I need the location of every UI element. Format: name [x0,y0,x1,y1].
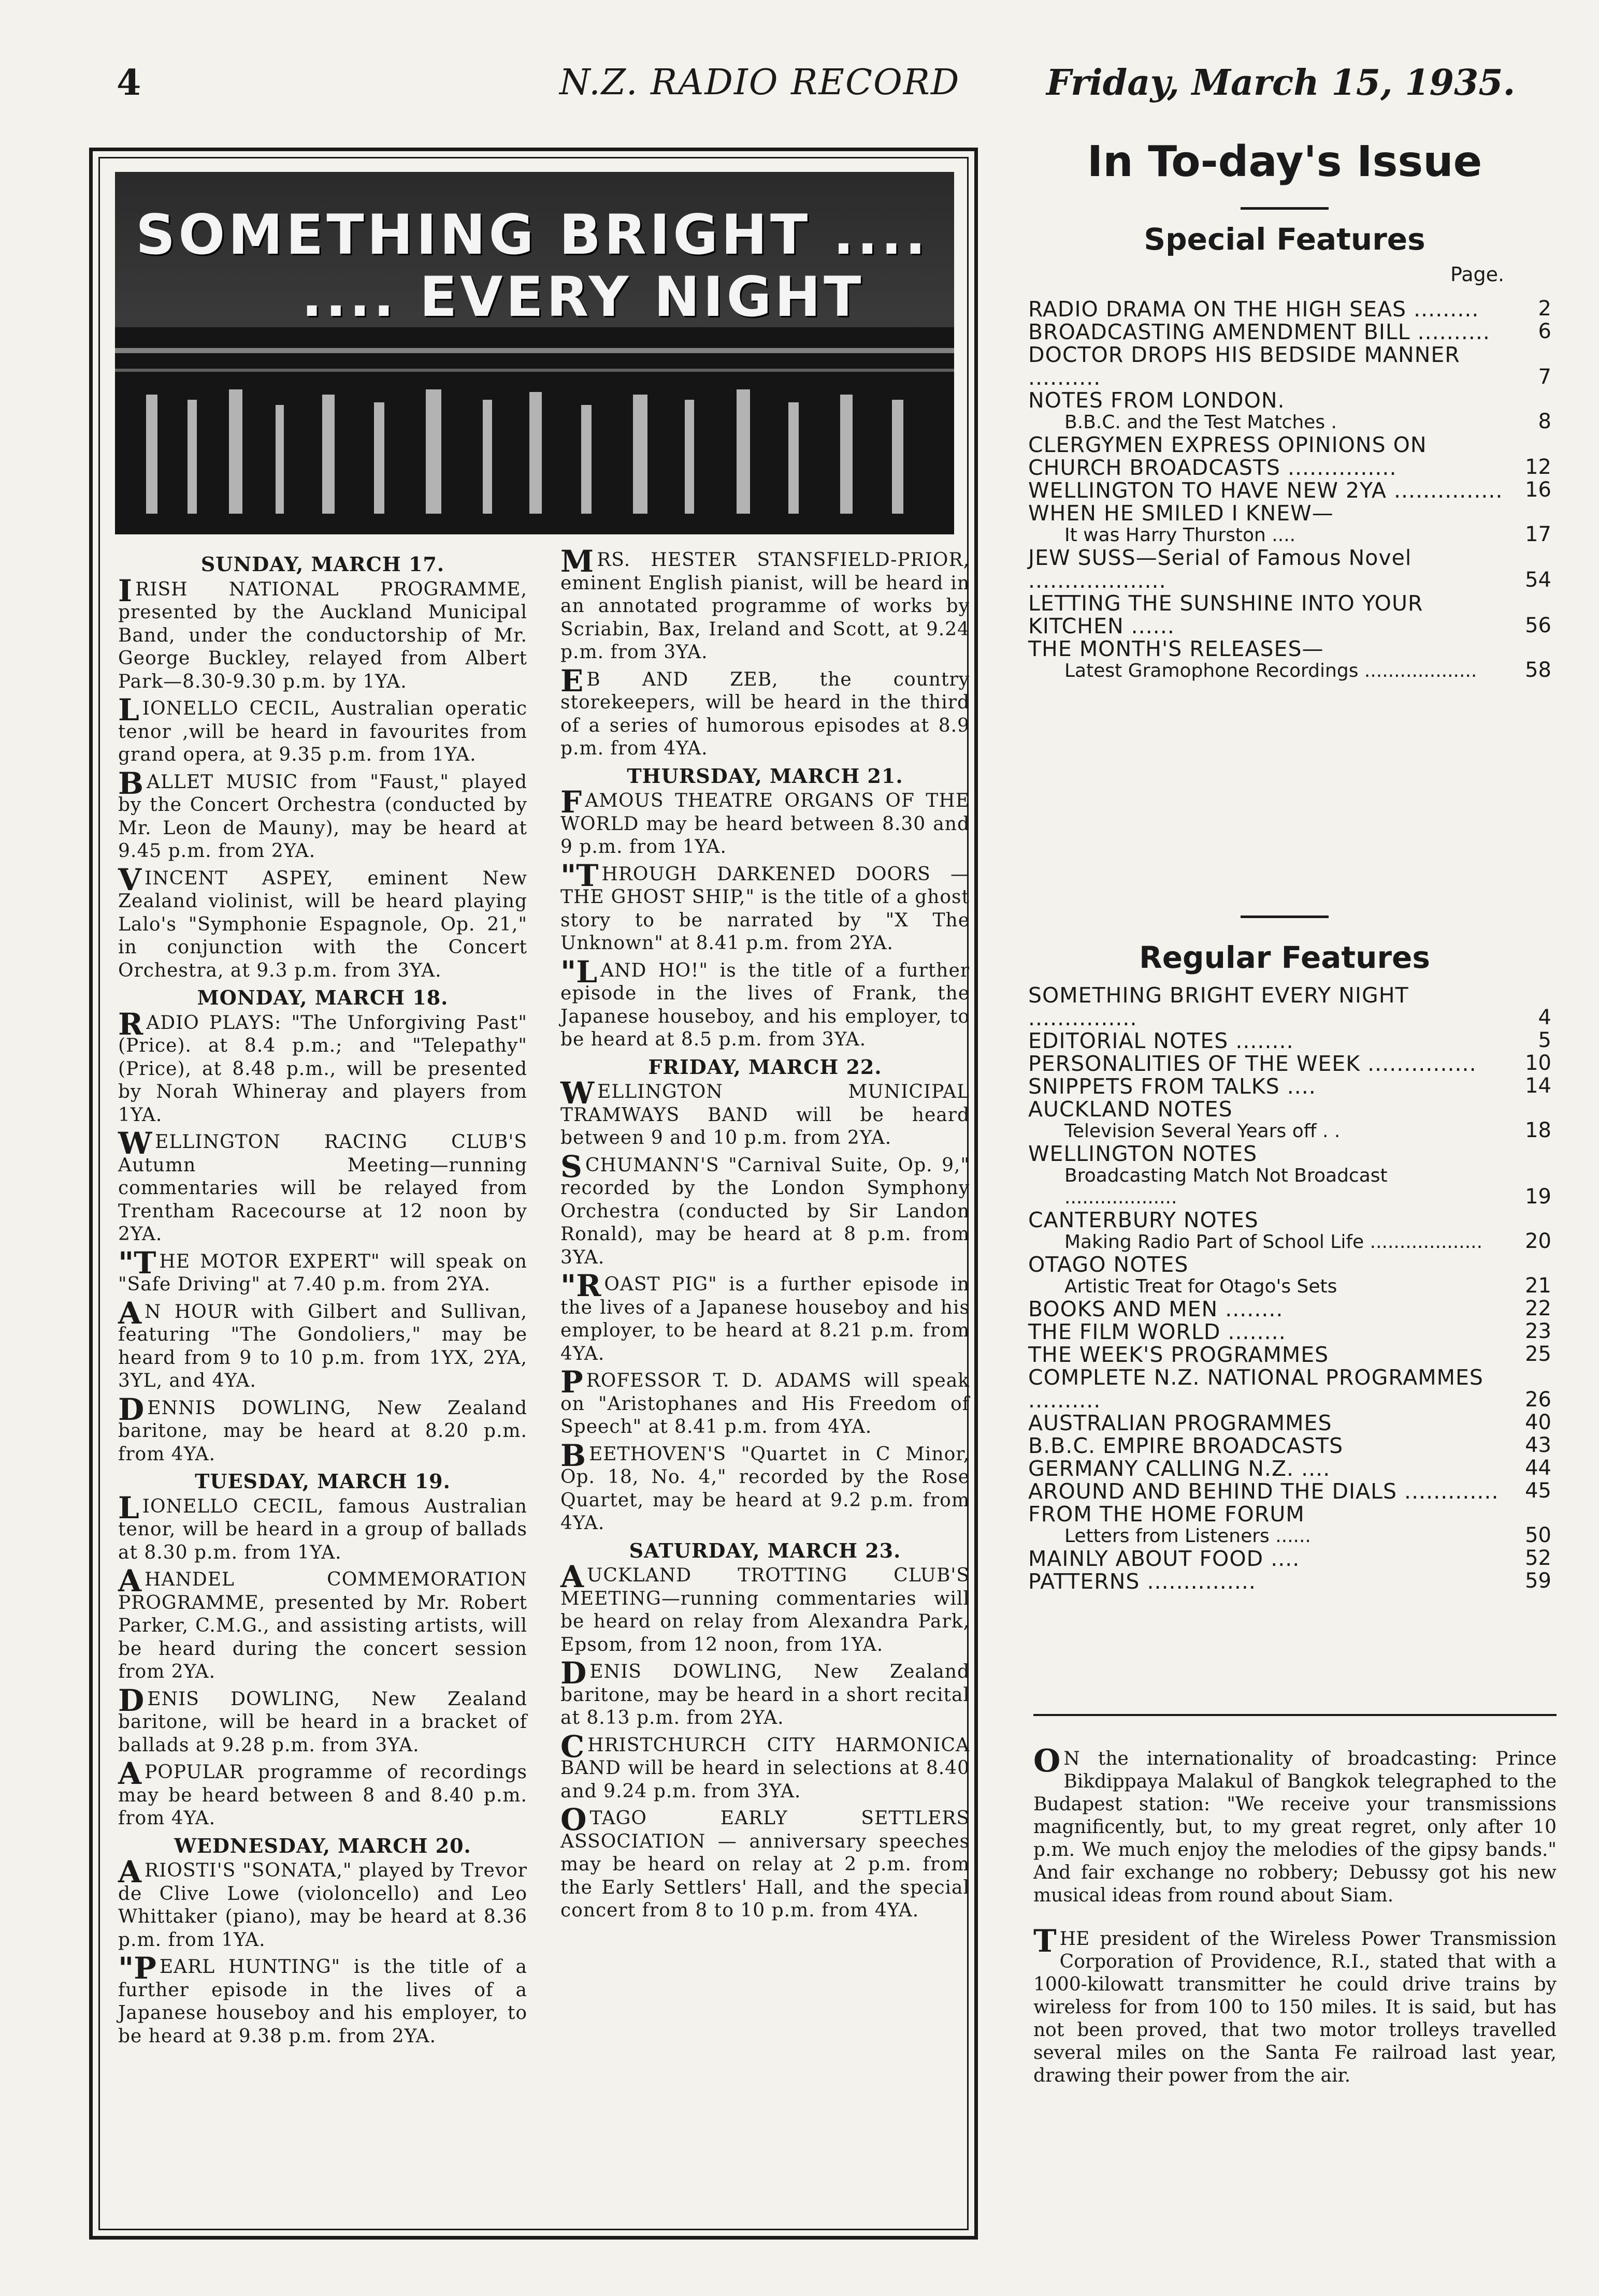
toc-entry [1028,1434,1551,1457]
toc-entry [1028,479,1551,502]
toc-entry [1028,984,1551,1029]
toc-entry-page: 26 [1525,1388,1551,1412]
programme-item-text: ENNIS DOWLING, New Zealand baritone, may be heard at 8.20 p.m. from 4YA. [118,1397,527,1465]
toc-entry-title: FROM THE HOME FORUM [1028,1502,1305,1527]
programme-item [560,1268,970,1365]
toc-entry-page: 50 [1525,1523,1551,1547]
toc-entry [1028,1209,1551,1253]
toc-entry-title: THE WEEK'S PROGRAMMES [1028,1342,1329,1367]
banner-title-line2: .... EVERY NIGHT [301,265,865,329]
toc-entry-title: PERSONALITIES OF THE WEEK ............... [1028,1051,1477,1076]
drop-cap: W [560,1076,595,1111]
programme-item-text: EETHOVEN'S "Quartet in C Minor, Op. 18, No. 4," recorded by the Rose Quartet, may be heard at 9.2 p.m. from 4YA. [560,1443,970,1534]
notes-divider [1033,1714,1557,1716]
toc-entry-page: 18 [1525,1118,1551,1142]
toc-entry-subtitle: It was Harry Thurston .... [1064,525,1296,546]
toc-entry [1028,1412,1551,1434]
toc-entry [1028,1029,1551,1052]
note-text: HE president of the Wireless Power Transmission Corporation of Providence, R.I., stated that with a 1000-kilowatt transmitter he could drive trains by wireless for from 100 to 150 miles. It is said, but has not been proved, that two motor trolleys travelled several miles on the Santa Fe railroad last year, drawing their power from the air. [1033,1928,1557,2086]
toc-entry [1028,1142,1551,1209]
programme-item [560,663,970,761]
programme-item [560,784,970,859]
toc-entry-title: OTAGO NOTES [1028,1252,1189,1277]
toc-entry-page: 17 [1525,522,1551,546]
toc-entry-title: WELLINGTON NOTES [1028,1141,1258,1166]
banner-image [115,172,954,534]
programme-item [118,1245,527,1297]
toc-entry-page: 22 [1525,1297,1551,1320]
toc-entry-page: 54 [1525,568,1551,592]
programme-item-text: HROUGH DARKENED DOORS —THE GHOST SHIP," is the title of a ghost story to be narrated by "X The Unknown" at 8.41 p.m. from 2YA. [560,863,970,954]
toc-entry-title: GERMANY CALLING N.Z. .... [1028,1456,1331,1481]
programme-item [118,1854,527,1952]
programme-item-text: UCKLAND TROTTING CLUB'S MEETING—running commentaries will be heard on relay from Alexandra Park, Epsom, from 12 noon, from 1YA. [560,1565,970,1655]
programme-item [560,1802,970,1923]
toc-entry-title: WELLINGTON TO HAVE NEW 2YA ............... [1028,478,1503,503]
toc-entry [1028,1098,1551,1142]
toc-entry-page: 56 [1525,614,1551,637]
drop-cap: "R [560,1268,601,1303]
drop-cap: "T [118,1245,156,1281]
drop-cap: B [560,1437,586,1473]
programme-item [118,1563,527,1684]
toc-entry [1028,1366,1551,1412]
regular-features-heading: Regular Features [1139,940,1430,975]
programme-item [560,858,970,955]
programme-item [118,1682,527,1757]
toc-entry-page: 8 [1538,410,1551,433]
programme-item-text: AND HO!" is the title of a further episode in the lives of Frank, the Japanese houseboy, and his employer, to be heard at 8.5 p.m. from 3YA. [560,960,970,1050]
programme-item-text: B AND ZEB, the country storekeepers, will be heard in the third of a series of humorous episodes at 8.9 p.m. from 4YA. [560,669,970,759]
toc-entry-page: 43 [1525,1433,1551,1457]
issue-date: Friday, March 15, 1935. [1046,62,1516,104]
toc-entry [1028,321,1551,343]
toc-entry [1028,1320,1551,1343]
drop-cap: W [118,1126,152,1161]
issue-contents-title: In To-day's Issue [1087,137,1482,186]
toc-entry [1028,1503,1551,1547]
programme-item [560,1149,970,1270]
programme-item [118,1295,527,1393]
page-number: 4 [117,62,141,104]
toc-entry [1028,502,1551,546]
toc-entry-title: JEW SUSS—Serial of Famous Novel ................... [1028,545,1412,593]
drop-cap: I [118,573,133,608]
programme-item [118,1490,527,1565]
drop-cap: O [560,1802,587,1837]
programme-item [118,1951,527,2048]
toc-entry-page: 40 [1525,1411,1551,1434]
toc-entry-subtitle: Letters from Listeners ...... [1064,1525,1311,1547]
drop-cap: A [560,1559,584,1594]
toc-entry-subtitle: Latest Gramophone Recordings ................... [1064,660,1477,681]
toc-entry-page: 44 [1525,1456,1551,1480]
toc-entry [1028,546,1551,592]
toc-entry-title: EDITORIAL NOTES ........ [1028,1028,1294,1053]
programme-item-text: RISH NATIONAL PROGRAMME, presented by the Auckland Municipal Band, under the conductorship of Mr. George Buckley, relayed from Albert Park—8.30-9.30 p.m. by 1YA. [118,578,527,692]
programme-item-text: POPULAR programme of recordings may be heard between 8 and 8.40 p.m. from 4YA. [118,1762,527,1829]
toc-entry-page: 19 [1525,1185,1551,1209]
drop-cap: A [118,1756,142,1791]
programme-item-text: N HOUR with Gilbert and Sullivan, featuring "The Gondoliers," may be heard from 9 to 10 p.m. from 1YX, 2YA, 3YL, and 4YA. [118,1301,527,1391]
toc-entry [1028,1480,1551,1503]
day-heading: THURSDAY, MARCH 21. [627,764,903,788]
toc-entry-page: 45 [1525,1479,1551,1503]
programme-item [560,954,970,1052]
toc-entry [1028,637,1551,682]
toc-entry-subtitle: Artistic Treat for Otago's Sets [1064,1276,1337,1297]
toc-entry-title: SOMETHING BRIGHT EVERY NIGHT ............... [1028,983,1409,1030]
drop-cap: L [118,692,139,728]
drop-cap: A [118,1563,142,1599]
programme-item-text: HRISTCHURCH CITY HARMONICA BAND will be heard in selections at 8.40 and 9.24 p.m. from 3YA. [560,1734,970,1802]
page-column-heading: Page. [1450,263,1505,286]
drop-cap: O [1033,1743,1061,1779]
toc-entry-title: PATTERNS ............... [1028,1569,1256,1594]
programme-column-right [560,544,970,1927]
programme-item [118,573,527,694]
programme-item [118,1756,527,1830]
toc-entry-title: LETTING THE SUNSHINE INTO YOUR KITCHEN ...... [1028,591,1423,638]
toc-entry [1028,1253,1551,1298]
programme-item [560,1076,970,1150]
regular-features-list [1028,984,1551,1593]
toc-entry-page: 12 [1525,455,1551,479]
programme-item [118,1006,527,1127]
toc-entry-page: 58 [1525,658,1551,682]
programme-item-text: AMOUS THEATRE ORGANS OF THE WORLD may be heard between 8.30 and 9 p.m. from 1YA. [560,790,970,858]
page-header [0,62,1599,114]
toc-entry-page: 21 [1525,1274,1551,1298]
toc-entry-page: 2 [1538,297,1551,321]
special-features-list [1028,298,1551,682]
toc-entry-page: 6 [1538,319,1551,343]
drop-cap: P [560,1364,583,1400]
day-heading: WEDNESDAY, MARCH 20. [174,1834,471,1857]
drop-cap: V [118,862,142,897]
programme-item [118,1126,527,1246]
programme-item [560,1437,970,1535]
toc-entry-title: MAINLY ABOUT FOOD .... [1028,1546,1300,1571]
toc-entry-page: 4 [1538,1006,1551,1029]
programme-item [118,862,527,983]
special-features-heading: Special Features [1144,222,1425,257]
drop-cap: A [118,1854,142,1890]
toc-entry [1028,1298,1551,1320]
programme-item-text: HE MOTOR EXPERT" will speak on "Safe Driving" at 7.40 p.m. from 2YA. [118,1251,527,1295]
title-rule [1241,207,1329,210]
toc-entry [1028,433,1551,479]
toc-entry-page: 14 [1525,1074,1551,1098]
toc-entry-title: RADIO DRAMA ON THE HIGH SEAS ......... [1028,297,1479,322]
programme-item-text: INCENT ASPEY, eminent New Zealand violinist, will be heard playing Lalo's "Symphonie Espagnole, Op. 21," in conjunction with the Concert Orchestra, at 9.3 p.m. from 3YA. [118,867,527,981]
programme-item-text: ELLINGTON MUNICIPAL TRAMWAYS BAND will be heard between 9 and 10 p.m. from 2YA. [560,1081,970,1149]
toc-entry-title: CANTERBURY NOTES [1028,1208,1259,1232]
programme-item-text: HANDEL COMMEMORATION PROGRAMME, presented by Mr. Robert Parker, C.M.G., and assisting artists, will be heard during the concert session from 2YA. [118,1569,527,1682]
programme-item-text: ENIS DOWLING, New Zealand baritone, will be heard in a bracket of ballads at 9.28 p.m. from 3YA. [118,1688,527,1756]
programme-item-text: ADIO PLAYS: "The Unforgiving Past" (Price). at 8.4 p.m.; and "Telepathy" (Price), at 8.48 p.m., will be presented by Norah Whineray and players from 1YA. [118,1012,527,1126]
drop-cap: L [118,1490,139,1525]
programme-item-text: RS. HESTER STANSFIELD-PRIOR, eminent English pianist, will be heard in an annotated programme of works by Scriabin, Bax, Ireland and Scott, at 9.24 p.m. from 3YA. [560,549,970,663]
programme-item-text: IONELLO CECIL, Australian operatic tenor ,will be heard in favourites from grand opera, at 9.35 p.m. from 1YA. [118,698,527,765]
programme-item-text: ALLET MUSIC from "Faust," played by the Concert Orchestra (conducted by Mr. Leon de Mauny), may be heard at 9.45 p.m. from 2YA. [118,771,527,862]
drop-cap: D [118,1391,145,1427]
drop-cap: M [560,544,594,579]
toc-entry-subtitle: Broadcasting Match Not Broadcast ................... [1064,1165,1388,1208]
toc-entry-page: 5 [1538,1028,1551,1052]
toc-entry-page: 52 [1525,1546,1551,1570]
toc-entry-title: AUSTRALIAN PROGRAMMES [1028,1411,1332,1435]
drop-cap: E [560,663,584,699]
programme-item [560,1655,970,1730]
programme-item-text: IONELLO CECIL, famous Australian tenor, will be heard in a group of ballads at 8.30 p.m. from 1YA. [118,1495,527,1563]
programme-item-text: CHUMANN'S "Carnival Suite, Op. 9," recorded by the London Symphony Orchestra (conducted by Sir Landon Ronald), may be heard at 8 p.m. from 3YA. [560,1154,970,1268]
programme-item-text: ENIS DOWLING, New Zealand baritone, may be heard in a short recital at 8.13 p.m. from 2YA. [560,1661,970,1728]
programme-item [560,1559,970,1656]
toc-entry-title: BROADCASTING AMENDMENT BILL .......... [1028,319,1490,344]
drop-cap: S [560,1149,582,1184]
toc-entry [1028,1547,1551,1570]
toc-entry-title: SNIPPETS FROM TALKS .... [1028,1074,1316,1099]
drop-cap: D [118,1682,145,1718]
day-heading: TUESDAY, MARCH 19. [195,1470,451,1493]
toc-entry-title: AROUND AND BEHIND THE DIALS ............. [1028,1479,1499,1504]
banner-title-line1: SOMETHING BRIGHT .... [136,203,929,267]
programme-item [118,692,527,767]
drop-cap: B [118,765,144,801]
toc-entry-title: AUCKLAND NOTES [1028,1097,1233,1122]
programme-item-text: TAGO EARLY SETTLERS ASSOCIATION — anniversary speeches may be heard on relay at 2 p.m. from the Early Settlers' Hall, and the special concert from 8 to 10 p.m. from 4YA. [560,1808,970,1921]
day-heading: MONDAY, MARCH 18. [197,986,449,1009]
toc-entry-title: NOTES FROM LONDON. [1028,388,1285,413]
drop-cap: C [560,1728,585,1764]
toc-entry-page: 23 [1525,1319,1551,1343]
programme-item [118,1391,527,1466]
toc-entry-subtitle: Making Radio Part of School Life ................... [1064,1231,1483,1253]
drop-cap: T [1033,1923,1057,1959]
drop-cap: A [118,1295,142,1331]
programme-item-text: ROFESSOR T. D. ADAMS will speak on "Aristophanes and His Freedom of Speech" at 8.41 p.m. from 4YA. [560,1370,970,1437]
toc-entry [1028,592,1551,637]
drop-cap: "P [118,1951,156,1986]
programme-item-text: EARL HUNTING" is the title of a further episode in the lives of a Japanese houseboy and his employer, to be heard at 9.38 p.m. from 2YA. [118,1956,527,2047]
toc-entry [1028,1052,1551,1075]
toc-entry-title: DOCTOR DROPS HIS BEDSIDE MANNER .......... [1028,342,1460,390]
toc-entry-page: 10 [1525,1051,1551,1075]
note-paragraph [1033,1743,1557,1907]
toc-entry-subtitle: Television Several Years off . . [1064,1121,1341,1142]
toc-entry-page: 16 [1525,478,1551,502]
note-text: N the internationality of broadcasting: Prince Bikdippaya Malakul of Bangkok telegraphed to the Budapest station: "We receive your transmissions magnificently, but, to my great regret, only after 10 p.m. We much enjoy the melodies of the gipsy bands." And fair exchange no robbery; Debussy got his new musical ideas from round about Siam. [1033,1748,1557,1906]
programme-item-text: RIOSTI'S "SONATA," played by Trevor de Clive Lowe (violoncello) and Leo Whittaker (piano), may be heard at 8.36 p.m. from 1YA. [118,1860,527,1951]
toc-entry-title: COMPLETE N.Z. NATIONAL PROGRAMMES .......... [1028,1365,1483,1413]
toc-entry [1028,298,1551,321]
toc-entry-page: 25 [1525,1342,1551,1366]
programme-item [560,1728,970,1804]
day-heading: SATURDAY, MARCH 23. [629,1538,901,1562]
toc-entry-page: 7 [1538,365,1551,389]
drop-cap: "L [560,954,597,990]
drop-cap: D [560,1655,587,1691]
note-paragraph [1033,1923,1557,2087]
toc-entry-title: THE FILM WORLD ........ [1028,1319,1286,1344]
programme-item-text: OAST PIG" is a further episode in the lives of a Japanese houseboy and his employer, to be heard at 8.21 p.m. from 4YA. [560,1274,970,1364]
toc-entry-title: BOOKS AND MEN ........ [1028,1297,1284,1321]
day-heading: FRIDAY, MARCH 22. [648,1055,882,1079]
programme-item-text: ELLINGTON RACING CLUB'S Autumn Meeting—running commentaries will be relayed from Trentham Racecourse at 12 noon by 2YA. [118,1131,527,1245]
toc-entry-subtitle: B.B.C. and the Test Matches . [1064,412,1337,433]
toc-entry-page: 20 [1525,1229,1551,1253]
programme-item [560,544,970,664]
drop-cap: "T [560,858,599,893]
day-heading: SUNDAY, MARCH 17. [200,553,445,576]
toc-entry [1028,1343,1551,1366]
programme-item [118,765,527,863]
news-notes [1033,1743,1557,2108]
toc-entry-title: B.B.C. EMPIRE BROADCASTS [1028,1433,1344,1458]
toc-entry [1028,389,1551,433]
toc-entry-title: WHEN HE SMILED I KNEW— [1028,501,1334,526]
toc-entry [1028,1075,1551,1098]
toc-entry [1028,1570,1551,1593]
toc-entry-title: THE MONTH'S RELEASES— [1028,636,1324,661]
programme-item [560,1364,970,1439]
toc-entry [1028,1457,1551,1480]
toc-entry-page: 59 [1525,1569,1551,1593]
toc-entry [1028,343,1551,389]
drop-cap: F [560,784,582,820]
drop-cap: R [118,1006,143,1042]
section-rule [1241,916,1329,918]
programme-column-left [118,549,527,2052]
toc-entry-title: CLERGYMEN EXPRESS OPINIONS ON CHURCH BROADCASTS ............... [1028,432,1427,480]
publication-title: N.Z. RADIO RECORD [559,62,960,103]
